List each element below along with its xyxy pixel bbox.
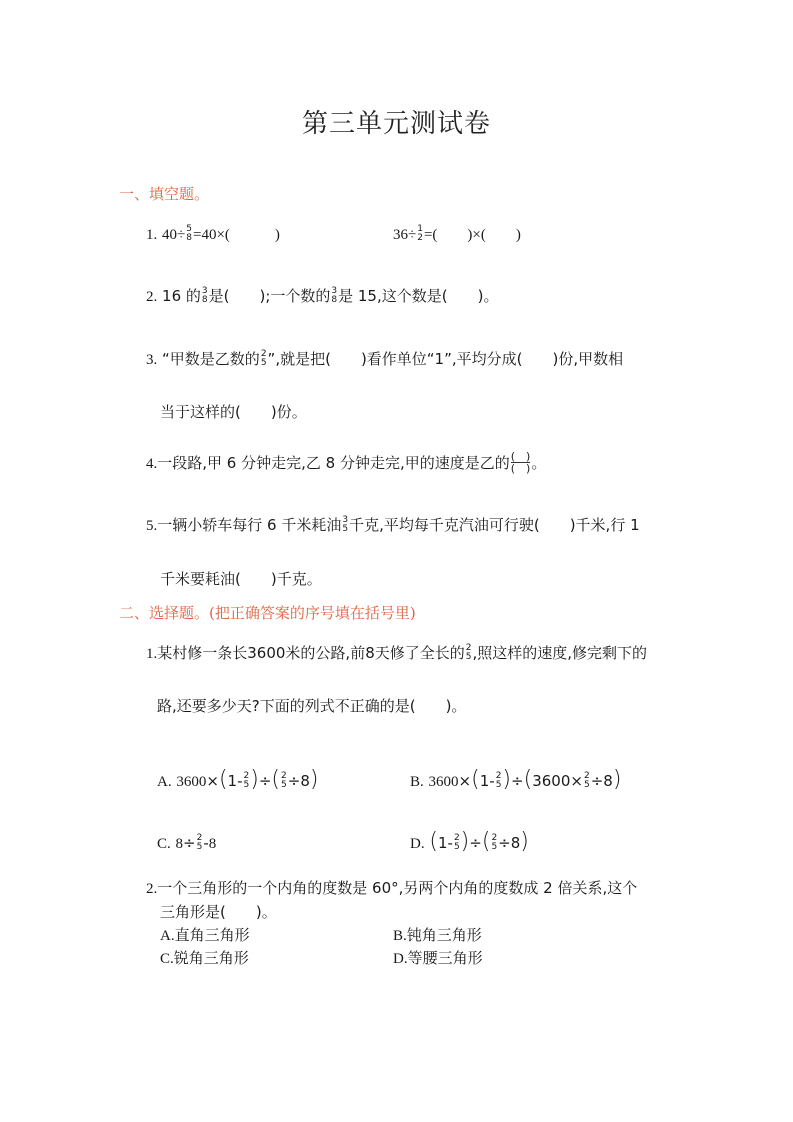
blank-fraction[interactable]: $\frac{( )}{( )}$ [510, 450, 531, 475]
question-1-2: 2. 16 的 3 8 是( );一个数的 3 8 是 15,这个数是( )。 [146, 285, 499, 305]
fraction: 5 8 [186, 223, 192, 243]
option-d[interactable]: D.等腰三角形 [393, 949, 483, 967]
question-2-2: 2.一个三角形的一个内角的度数是 60°,另两个内角的度数成 2 倍关系,这个 [146, 879, 638, 897]
option-a[interactable]: A.直角三角形 [160, 926, 250, 944]
option-c[interactable]: C. 8÷ 2 5 -8 [157, 832, 217, 852]
question-2-1-line-2: 路,还要多少天?下面的列式不正确的是( )。 [157, 697, 467, 715]
fraction: 3 5 [342, 514, 349, 534]
question-number: 1. [146, 227, 158, 243]
option-a[interactable]: A. 3600×(1- 2 5 )÷( 2 5 ÷8) [157, 766, 319, 792]
question-1-1-part-2: 36÷ 1 2 =( )×( ) [393, 223, 521, 243]
page-title: 第三单元测试卷 [301, 109, 491, 139]
question-2-2-line-2: 三角形是( )。 [160, 903, 277, 921]
section-heading-fill-blank: 一、填空题。 [119, 185, 210, 203]
option-d[interactable]: D. (1- 2 5 )÷( 2 5 ÷8) [410, 828, 529, 854]
question-1-1: 1. 40÷ 5 8 =40×( ) [146, 223, 280, 243]
question-1-3: 3. “甲数是乙数的 2 5 ”,就是把( )看作单位“1”,平均分成( )份,甲数相 [146, 348, 624, 368]
section-heading-multiple-choice: 二、选择题。(把正确答案的序号填在括号里) [119, 604, 416, 622]
fraction: 2 5 [465, 642, 472, 662]
option-c[interactable]: C.锐角三角形 [160, 949, 249, 967]
fraction: 1 2 [417, 223, 423, 243]
question-1-4: 4.一段路,甲 6 分钟走完,乙 8 分钟走完,甲的速度是乙的 $\frac{( )}{( )}$ 。 [146, 450, 547, 475]
fraction: 3 8 [201, 285, 208, 305]
fraction: 2 5 [260, 348, 267, 368]
question-1-5-line-2: 千米要耗油( )千克。 [160, 570, 322, 588]
question-1-3-line-2: 当于这样的( )份。 [160, 403, 307, 421]
option-b[interactable]: B.钝角三角形 [393, 926, 482, 944]
option-b[interactable]: B. 3600×(1- 2 5 )÷(3600× 2 5 ÷8) [410, 766, 622, 792]
fraction: 3 8 [331, 285, 338, 305]
question-1-5: 5.一辆小轿车每行 6 千米耗油 3 5 千克,平均每千克汽油可行驶( )千米,行 1 [146, 514, 640, 534]
question-2-1: 1.某村修一条长3600米的公路,前8天修了全长的 2 5 ,照这样的速度,修完剩下的 [146, 642, 648, 662]
